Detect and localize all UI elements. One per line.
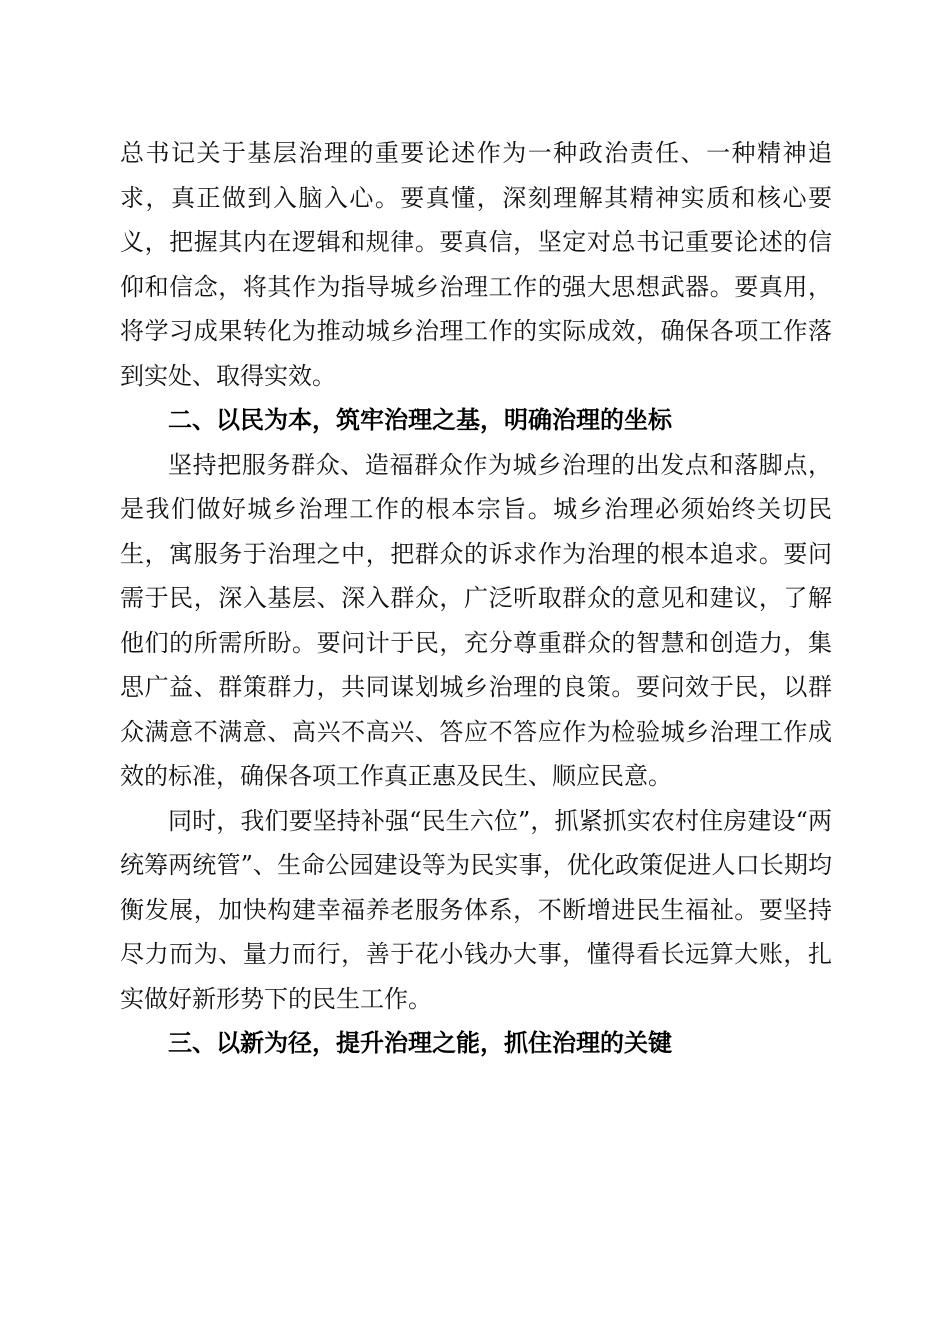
section-heading-3: 三、以新为径，提升治理之能，抓住治理的关键 [168,1029,672,1057]
body-paragraph-1: 总书记关于基层治理的重要论述作为一种政治责任、一种精神追求，真正做到入脑入心。要真懂，深刻理解其精神实质和核心要义，把握其内在逻辑和规律。要真信，坚定对总书记重要论述的信仰和信念，将其作为指导城乡治理工作的强大思想武器。要真用，将学习成果转化为推动城乡治理工作的实际成效，确保各项工作落到实处、取得实效。 [120,139,832,390]
section-heading-2: 二、以民为本，筑牢治理之基，明确治理的坐标 [168,406,672,434]
document-page [120,131,832,1066]
body-paragraph-3: 同时，我们要坚持补强“民生六位”，抓紧抓实农村住房建设“两统筹两统管”、生命公园建设等为民实事，优化政策促进人口长期均衡发展，加快构建幸福养老服务体系，不断增进民生福祉。要坚持尽力而为、量力而行，善于花小钱办大事，懂得看长远算大账，扎实做好新形势下的民生工作。 [120,806,832,1013]
body-paragraph-2: 坚持把服务群众、造福群众作为城乡治理的出发点和落脚点，是我们做好城乡治理工作的根本宗旨。城乡治理必须始终关切民生，寓服务于治理之中，把群众的诉求作为治理的根本追求。要问需于民，深入基层、深入群众，广泛听取群众的意见和建议，了解他们的所需所盼。要问计于民，充分尊重群众的智慧和创造力，集思广益、群策群力，共同谋划城乡治理的良策。要问效于民，以群众满意不满意、高兴不高兴、答应不答应作为检验城乡治理工作成效的标准，确保各项工作真正惠及民生、顺应民意。 [120,450,832,790]
